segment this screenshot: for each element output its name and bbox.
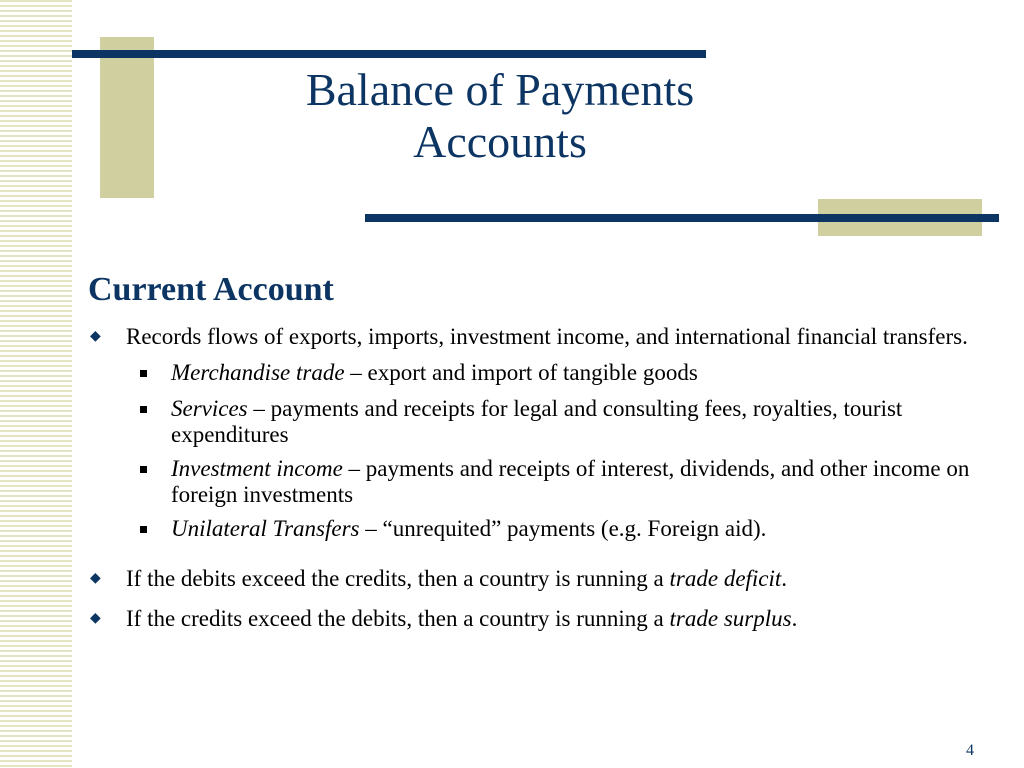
emphasis-term: trade surplus <box>669 606 792 631</box>
slide-title-line2: Accounts <box>413 116 587 167</box>
sub-list-item <box>88 396 1008 448</box>
list-item <box>88 324 1008 350</box>
term: Services <box>171 396 248 421</box>
page-number: 4 <box>966 742 974 759</box>
list-item <box>88 606 1008 632</box>
sub-list-item <box>88 360 1008 386</box>
term-description: – export and import of tangible goods <box>344 360 698 385</box>
accent-block-top <box>100 37 154 198</box>
slide-title-line1: Balance of Payments <box>305 64 695 115</box>
square-bullet-icon <box>140 370 147 377</box>
square-bullet-icon <box>140 526 147 533</box>
square-bullet-icon <box>140 406 147 413</box>
diamond-bullet-icon: ◆ <box>90 571 101 586</box>
square-bullet-icon <box>140 466 147 473</box>
slide-content <box>88 270 1008 632</box>
accent-bar-bottom <box>365 214 999 222</box>
bullet-text: If the credits exceed the debits, then a country is running a <box>126 606 670 631</box>
bullet-end: . <box>781 566 788 591</box>
term-description: – payments and receipts for legal and consulting fees, royalties, tourist expenditures <box>171 396 903 447</box>
section-heading: Current Account <box>88 271 334 308</box>
diamond-bullet-icon: ◆ <box>90 329 101 344</box>
sub-list-item <box>88 456 1008 508</box>
term: Investment income <box>171 456 343 481</box>
bullet-end: . <box>791 606 798 631</box>
emphasis-term: trade deficit <box>669 566 782 591</box>
term: Unilateral Transfers <box>171 516 360 541</box>
bullet-text: Records flows of exports, imports, investment income, and international financial transfers. <box>126 324 968 349</box>
term-description: – “unrequited” payments (e.g. Foreign aid). <box>359 516 767 541</box>
term: Merchandise trade <box>171 360 345 385</box>
list-item <box>88 566 1008 592</box>
sub-list-item <box>88 516 1008 542</box>
accent-bar-top <box>72 50 706 58</box>
slide-title <box>200 64 800 168</box>
diamond-bullet-icon: ◆ <box>90 611 101 626</box>
term-description: – payments and receipts of interest, dividends, and other income on foreign investments <box>171 456 970 507</box>
striped-sidebar <box>0 0 72 768</box>
bullet-text: If the debits exceed the credits, then a country is running a <box>126 566 670 591</box>
